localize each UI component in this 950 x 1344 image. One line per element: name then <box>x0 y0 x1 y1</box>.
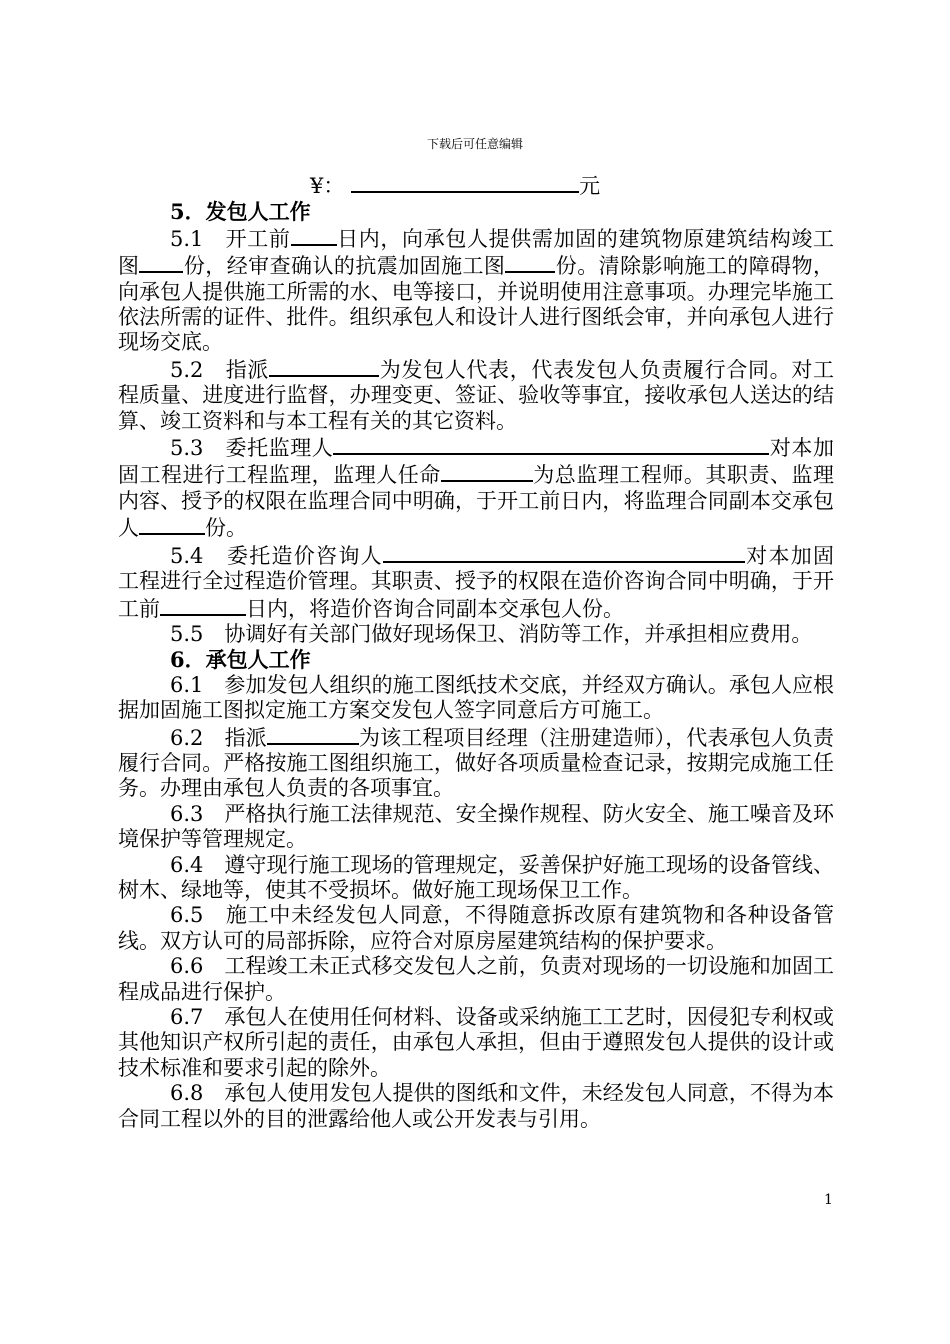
section-5-title: 5．发包人工作 <box>170 199 311 225</box>
clause-5-4: 5.4 委托造价咨询人 对本加固工程进行全过程造价管理。其职责、授予的权限在造价咨询合同中明确，于开工前 日内，将造价咨询合同副本交承包人份。 <box>118 543 834 621</box>
section-6-title: 6．承包人工作 <box>170 647 311 673</box>
clause-5-2: 5.2 指派 为发包人代表，代表发包人负责履行合同。对工程质量、进度进行监督，办理变更、签证、验收等事宜，接收承包人送达的结算、竣工资料和与本工程有关的其它资料。 <box>118 357 834 433</box>
blank <box>505 252 555 273</box>
clause-5-5: 5.5 协调好有关部门做好现场保卫、消防等工作，并承担相应费用。 <box>170 621 813 646</box>
blank <box>291 225 337 246</box>
clause-6-5: 6.5 施工中未经发包人同意，不得随意拆改原有建筑物和各种设备管线。双方认可的局部拆除，应符合对原房屋建筑结构的保护要求。 <box>118 903 834 953</box>
fee-blank <box>351 172 579 193</box>
clause-6-2: 6.2 指派 为该工程项目经理（注册建造师），代表承包人负责履行合同。严格按施工图组织施工，做好各项质量检查记录，按期完成施工任务。办理由承包人负责的各项事宜。 <box>118 725 834 801</box>
clause-6-7: 6.7 承包人在使用任何材料、设备或采纳施工工艺时，因侵犯专利权或其他知识产权所引起的责任，由承包人承担，但由于遵照发包人提供的设计或技术标准和要求引起的除外。 <box>118 1005 834 1080</box>
clause-6-6: 6.6 工程竣工未正式移交发包人之前，负责对现场的一切设施和加固工程成品进行保护。 <box>118 954 834 1004</box>
clause-6-8: 6.8 承包人使用发包人提供的图纸和文件，未经发包人同意，不得为本合同工程以外的目的泄露给他人或公开发表与引用。 <box>118 1081 834 1131</box>
clause-6-3: 6.3 严格执行施工法律规范、安全操作规程、防火安全、施工噪音及环境保护等管理规定。 <box>118 801 834 852</box>
page-header: 下载后可任意编辑 <box>426 137 523 151</box>
blank <box>267 724 359 745</box>
blank <box>269 356 379 377</box>
blank <box>333 434 769 455</box>
fee-suffix: 元 <box>579 174 601 198</box>
clause-5-1: 5.1 开工前 日内，向承包人提供需加固的建筑物原建筑结构竣工图 份，经审查确认的抗震加固施工图 份。清除影响施工的障碍物，向承包人提供施工所需的水、电等接口，并说明使用注意事项。办理完毕施工依法所需的证件、批件。组织承包人和设计人进行图纸会审，并向承包人进行现场交底。 <box>118 226 835 355</box>
blank <box>139 514 205 535</box>
document-body <box>118 172 834 1132</box>
blank <box>139 252 183 273</box>
blank <box>383 542 745 563</box>
blank <box>441 461 533 482</box>
page-number: 1 <box>824 1192 833 1208</box>
fee-prefix: ¥： <box>310 174 345 198</box>
clause-5-3: 5.3 委托监理人 对本加固工程进行工程监理，监理人任命 为总监理工程师。其职责、监理内容、授予的权限在监理合同中明确，于开工前日内，将监理合同副本交承包人 份。 <box>118 436 835 541</box>
clause-6-1: 6.1 参加发包人组织的施工图纸技术交底，并经双方确认。承包人应根据加固施工图拟定施工方案交发包人签字同意后方可施工。 <box>118 672 834 723</box>
blank <box>160 595 246 616</box>
clause-6-4: 6.4 遵守现行施工现场的管理规定，妥善保护好施工现场的设备管线、树木、绿地等，使其不受损坏。做好施工现场保卫工作。 <box>118 852 834 902</box>
fee-line <box>118 172 834 199</box>
